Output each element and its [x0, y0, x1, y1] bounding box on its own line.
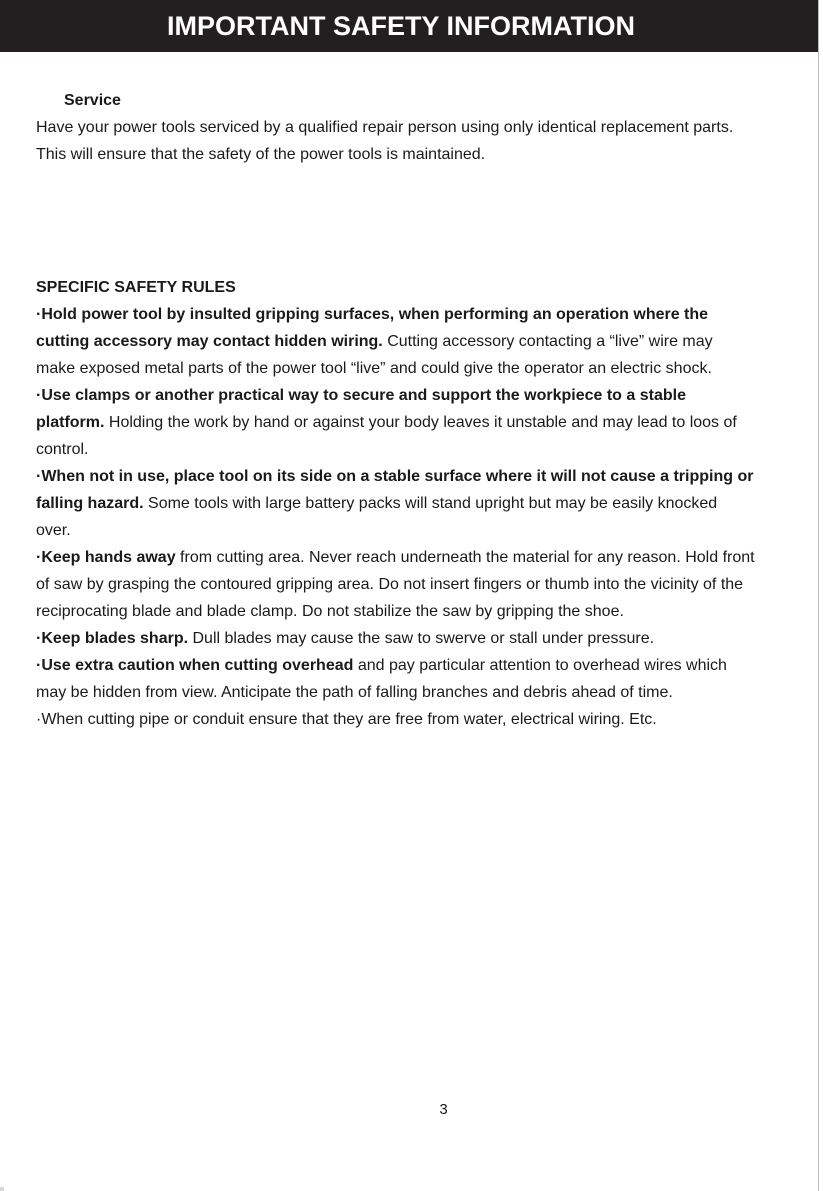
rule-item — [36, 652, 756, 706]
header-bar — [0, 0, 818, 52]
scan-corner-mark — [0, 1187, 4, 1191]
rule-item — [36, 625, 756, 652]
rule-item — [36, 301, 756, 382]
service-body: Have your power tools serviced by a qualified repair person using only identical replacement parts. This will ensure that the safety of the power tools is maintained. — [36, 119, 734, 163]
rule-text: and pay particular attention to overhead wires which may be hidden from view. Anticipate the path of falling branches and debris ahead of time. — [36, 657, 727, 701]
rule-text: Holding the work by hand or against your body leaves it unstable and may lead to loos of control. — [36, 414, 737, 458]
rule-bold-text: ·Use extra caution when cutting overhead — [36, 657, 354, 674]
rule-item — [36, 463, 756, 544]
rule-bold-text: ·Keep hands away — [36, 549, 176, 566]
rule-text: Cutting accessory contacting a “live” wire may make exposed metal parts of the power tool “live” and could give the operator an electric shock. — [36, 333, 713, 377]
page-number: 3 — [439, 1101, 448, 1118]
rule-bold-text: ·Keep blades sharp. — [36, 630, 189, 647]
rule-item — [36, 706, 756, 733]
rule-text: Dull blades may cause the saw to swerve or stall under pressure. — [188, 630, 655, 647]
specific-safety-rules-list — [36, 301, 756, 733]
rule-text: ·When cutting pipe or conduit ensure that they are free from water, electrical wiring. Etc. — [36, 711, 657, 728]
rule-bold-text: ·When not in use, place tool on its side on a stable surface where it will not cause a tripping or falling hazard. — [36, 468, 754, 512]
service-section — [36, 87, 756, 168]
rule-item — [36, 544, 756, 625]
rule-bold-text: ·Use clamps or another practical way to secure and support the workpiece to a stable platform. — [36, 387, 686, 431]
page-title: IMPORTANT SAFETY INFORMATION — [167, 10, 635, 41]
service-heading: Service — [64, 92, 121, 109]
rule-item — [36, 382, 756, 463]
page-edge-line — [818, 0, 819, 1191]
rule-text: Some tools with large battery packs will stand upright but may be easily knocked over. — [36, 495, 718, 539]
specific-safety-rules-heading: SPECIFIC SAFETY RULES — [36, 279, 236, 296]
rule-bold-text: ·Hold power tool by insulted gripping surfaces, when performing an operation where the cutting accessory may contact hidden wiring. — [36, 306, 709, 350]
rule-text: from cutting area. Never reach underneath the material for any reason. Hold front of saw by grasping the contoured gripping area. Do not insert fingers or thumb into the vicinity of the reciprocating blade and blade clamp. Do not stabilize the saw by gripping the shoe. — [36, 549, 755, 620]
